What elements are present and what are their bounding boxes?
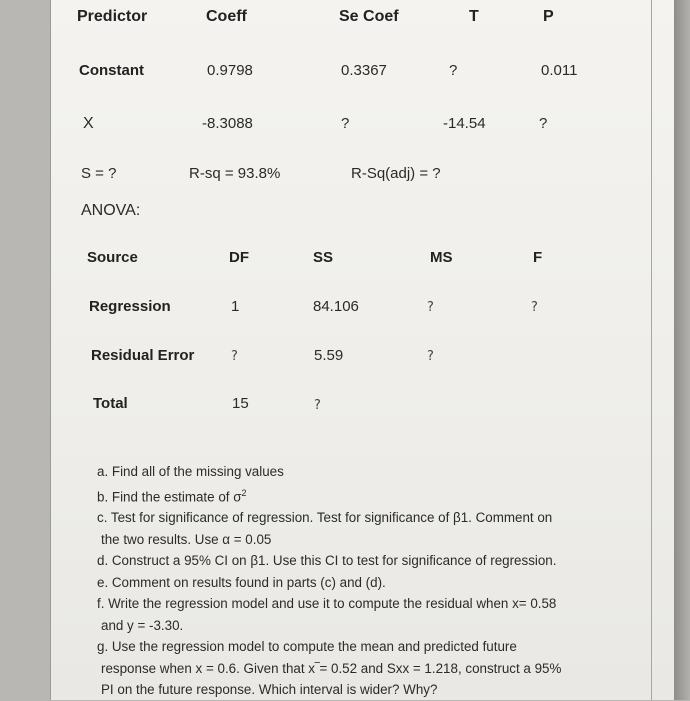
- header-coeff: Coeff: [206, 8, 247, 25]
- row-constant-label: Constant: [79, 62, 144, 79]
- anova-residual-df: ?: [231, 349, 238, 364]
- summary-rsq: R-sq = 93.8%: [189, 165, 281, 182]
- question-d: d. Construct a 95% CI on β1. Use this CI to test for significance of regression.: [97, 553, 557, 569]
- question-g-line2: response when x = 0.6. Given that x‾= 0.52 and Sxx = 1.218, construct a 95%: [101, 660, 562, 676]
- anova-residual-ms: ?: [427, 349, 434, 364]
- constant-p: 0.011: [541, 62, 578, 79]
- question-b-superscript: 2: [241, 487, 247, 498]
- anova-total-ss: ?: [314, 398, 321, 413]
- question-c-line1: c. Test for significance of regression. Test for significance of β1. Comment on: [97, 510, 553, 526]
- summary-rsq-adj: R-Sq(adj) = ?: [351, 165, 441, 182]
- row-x-label: X: [83, 115, 94, 132]
- anova-regression-f: ?: [531, 300, 538, 315]
- question-a: a. Find all of the missing values: [97, 464, 284, 479]
- anova-header-ms: MS: [430, 249, 453, 266]
- question-e: e. Comment on results found in parts (c) and (d).: [97, 574, 386, 590]
- x-coeff: -8.3088: [202, 115, 253, 132]
- anova-header-df: DF: [229, 249, 249, 266]
- constant-t: ?: [449, 62, 458, 79]
- anova-regression-ss: 84.106: [313, 298, 359, 315]
- question-g-line1: g. Use the regression model to compute the mean and predicted future: [97, 639, 517, 655]
- question-g-line3: PI on the future response. Which interval is wider? Why?: [101, 682, 438, 698]
- constant-coeff: 0.9798: [207, 62, 253, 79]
- anova-header-ss: SS: [313, 249, 334, 266]
- x-p: ?: [539, 115, 548, 132]
- question-list: [97, 461, 657, 701]
- anova-regression-label: Regression: [89, 298, 171, 315]
- anova-regression-ms: ?: [427, 300, 434, 315]
- anova-regression-df: 1: [231, 298, 240, 315]
- anova-header-f: F: [533, 249, 543, 266]
- anova-title: ANOVA:: [81, 202, 141, 219]
- anova-total-df: 15: [232, 395, 249, 412]
- question-b: [97, 483, 657, 508]
- x-se-coef: ?: [341, 115, 350, 132]
- question-f-line2: and y = -3.30.: [101, 617, 184, 633]
- anova-total-label: Total: [93, 395, 128, 412]
- header-predictor: Predictor: [77, 8, 148, 25]
- constant-se-coef: 0.3367: [341, 62, 387, 79]
- x-t: -14.54: [443, 115, 486, 132]
- question-b-text: b. Find the estimate of σ: [97, 488, 242, 504]
- anova-header-source: Source: [87, 249, 138, 266]
- header-p: P: [543, 8, 554, 25]
- header-t: T: [469, 8, 479, 25]
- question-f-line1: f. Write the regression model and use it to compute the residual when x= 0.58: [97, 596, 557, 612]
- anova-residual-ss: 5.59: [314, 347, 344, 364]
- anova-residual-label: Residual Error: [91, 347, 195, 364]
- question-c-line2: the two results. Use α = 0.05: [101, 531, 272, 547]
- header-se-coef: Se Coef: [339, 8, 399, 25]
- page-edge: [674, 0, 690, 700]
- summary-s: S = ?: [81, 165, 117, 182]
